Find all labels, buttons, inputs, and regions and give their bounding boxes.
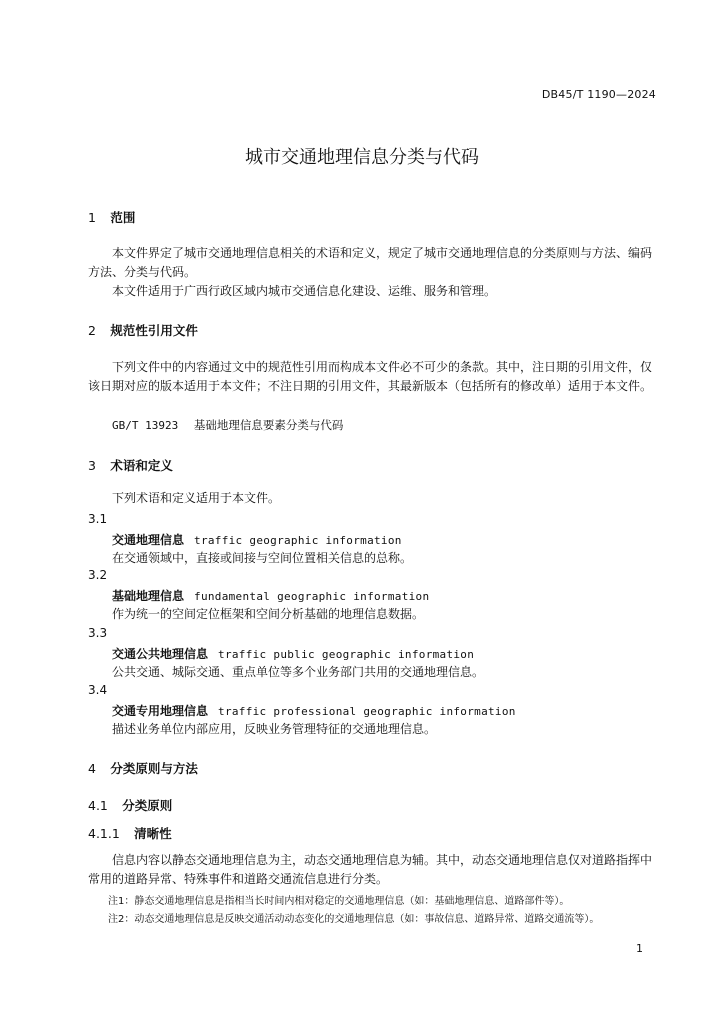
note-2: 注2：动态交通地理信息是反映交通活动动态变化的交通地理信息（如：事故信息、道路异常、道路交通流等）。 [108, 914, 600, 925]
subsection-number: 4.1.1 [88, 826, 120, 841]
section-number: 2 [88, 323, 96, 338]
term-chinese: 交通专用地理信息 [112, 704, 209, 718]
term-entry [112, 645, 474, 662]
subsection-title: 分类原则 [122, 798, 173, 813]
term-definition: 描述业务单位内部应用，反映业务管理特征的交通地理信息。 [112, 722, 437, 736]
section-number: 1 [88, 210, 96, 225]
term-number: 3.1 [88, 512, 108, 526]
term-definition: 在交通领域中，直接或间接与空间位置相关信息的总称。 [112, 551, 413, 565]
term-definition: 作为统一的空间定位框架和空间分析基础的地理信息数据。 [112, 607, 425, 621]
term-chinese: 基础地理信息 [112, 589, 185, 603]
term-definition: 公共交通、城际交通、重点单位等多个业务部门共用的交通地理信息。 [112, 665, 485, 679]
term-number: 3.4 [88, 683, 108, 697]
section-title: 规范性引用文件 [110, 323, 198, 338]
section-4-heading [88, 759, 198, 777]
section-title: 术语和定义 [110, 458, 173, 473]
section-3-heading [88, 456, 173, 474]
subsection-title: 清晰性 [134, 826, 172, 841]
section-number: 3 [88, 458, 96, 473]
term-english: traffic public geographic information [218, 648, 475, 661]
page-number: 1 [636, 942, 643, 955]
section-2-heading [88, 321, 198, 339]
reference-title: 基础地理信息要素分类与代码 [193, 418, 344, 432]
subsection-4-1-heading [88, 796, 172, 814]
section-title: 分类原则与方法 [110, 761, 198, 776]
term-chinese: 交通地理信息 [112, 533, 185, 547]
scope-paragraph-2: 本文件适用于广西行政区域内城市交通信息化建设、运维、服务和管理。 [112, 284, 497, 298]
clarity-paragraph: 信息内容以静态交通地理信息为主，动态交通地理信息为辅。其中，动态交通地理信息仅对道路指挥中常用的道路异常、特殊事件和道路交通流信息进行分类。 [88, 853, 653, 886]
term-english: fundamental geographic information [194, 590, 430, 603]
term-number: 3.2 [88, 568, 108, 582]
page-title: 城市交通地理信息分类与代码 [245, 147, 479, 168]
normative-reference [112, 417, 343, 433]
term-entry [112, 702, 516, 719]
term-entry [112, 531, 402, 548]
term-entry [112, 587, 429, 604]
term-english: traffic professional geographic information [218, 705, 516, 718]
term-number: 3.3 [88, 626, 108, 640]
section-number: 4 [88, 761, 96, 776]
terms-intro: 下列术语和定义适用于本文件。 [112, 491, 281, 505]
scope-paragraph-1: 本文件界定了城市交通地理信息相关的术语和定义，规定了城市交通地理信息的分类原则与方法、编码方法、分类与代码。 [88, 246, 653, 279]
references-paragraph: 下列文件中的内容通过文中的规范性引用而构成本文件必不可少的条款。其中，注日期的引用文件，仅该日期对应的版本适用于本文件；不注日期的引用文件，其最新版本（包括所有的修改单）适用于本文件。 [88, 360, 653, 393]
subsection-number: 4.1 [88, 798, 108, 813]
document-code: DB45/T 1190—2024 [541, 88, 656, 101]
section-1-heading [88, 208, 135, 226]
reference-code: GB/T 13923 [112, 419, 179, 432]
note-1: 注1：静态交通地理信息是指相当长时间内相对稳定的交通地理信息（如：基础地理信息、道路部件等）。 [108, 896, 570, 907]
term-chinese: 交通公共地理信息 [112, 647, 209, 661]
subsection-4-1-1-heading [88, 824, 172, 842]
section-title: 范围 [110, 210, 136, 225]
term-english: traffic geographic information [194, 534, 402, 547]
